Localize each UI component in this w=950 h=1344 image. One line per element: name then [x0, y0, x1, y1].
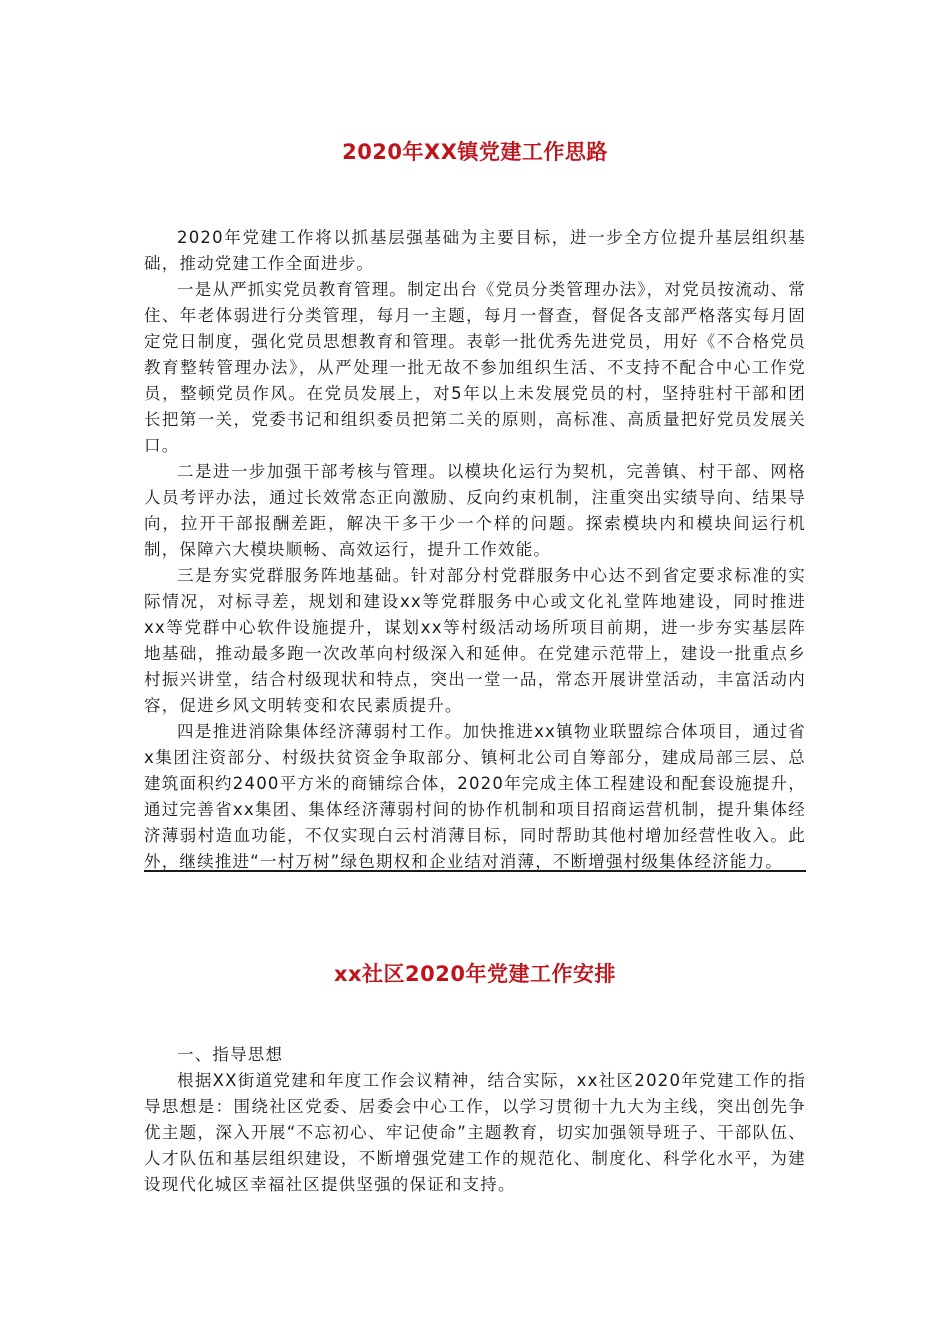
section2-paragraph-1: 根据XX街道党建和年度工作会议精神，结合实际，xx社区2020年党建工作的指导思想是：围绕社区党委、居委会中心工作，以学习贯彻十九大为主线，突出创先争优主题，深入开展“不忘初心、牢记使命”主题教育，切实加强领导班子、干部队伍、人才队伍和基层组织建设，不断增强党建工作的规范化、制度化、科学化水平，为建设现代化城区幸福社区提供坚强的保证和支持。 — [144, 1071, 806, 1194]
section1-paragraph-2: 二是进一步加强干部考核与管理。以模块化运行为契机，完善镇、村干部、网格人员考评办法，通过长效常态正向激励、反向约束机制，注重突出实绩导向、结果导向，拉开干部报酬差距，解决干多干少一个样的问题。探索模块内和模块间运行机制，保障六大模块顺畅、高效运行，提升工作效能。 — [144, 462, 806, 559]
section1-body — [144, 225, 806, 875]
section1-title: 2020年XX镇党建工作思路 — [342, 140, 608, 164]
section2-body — [144, 1042, 806, 1198]
section-divider — [144, 870, 806, 872]
section1-paragraph-intro: 2020年党建工作将以抓基层强基础为主要目标，进一步全方位提升基层组织基础，推动党建工作全面进步。 — [144, 228, 806, 273]
section2-title: xx社区2020年党建工作安排 — [333, 962, 617, 986]
section1-paragraph-3: 三是夯实党群服务阵地基础。针对部分村党群服务中心达不到省定要求标准的实际情况，对标寻差，规划和建设xx等党群服务中心或文化礼堂阵地建设，同时推进xx等党群中心软件设施提升，谋划xx等村级活动场所项目前期，进一步夯实基层阵地基础，推动最多跑一次改革向村级深入和延伸。在党建示范带上，建设一批重点乡村振兴讲堂，结合村级现状和特点，突出一堂一品，常态开展讲堂活动，丰富活动内容，促进乡风文明转变和农民素质提升。 — [144, 566, 806, 715]
section1-paragraph-1: 一是从严抓实党员教育管理。制定出台《党员分类管理办法》，对党员按流动、常住、年老体弱进行分类管理，每月一主题，每月一督查，督促各支部严格落实每月固定党日制度，强化党员思想教育和管理。表彰一批优秀先进党员，用好《不合格党员教育整转管理办法》，从严处理一批无故不参加组织生活、不支持不配合中心工作党员，整顿党员作风。在党员发展上，对5年以上未发展党员的村，坚持驻村干部和团长把第一关，党委书记和组织委员把第二关的原则，高标准、高质量把好党员发展关口。 — [144, 280, 806, 455]
section1-paragraph-4: 四是推进消除集体经济薄弱村工作。加快推进xx镇物业联盟综合体项目，通过省x集团注资部分、村级扶贫资金争取部分、镇柯北公司自筹部分，建成局部三层、总建筑面积约2400平方米的商铺综合体，2020年完成主体工程建设和配套设施提升，通过完善省xx集团、集体经济薄弱村间的协作机制和项目招商运营机制，提升集体经济薄弱村造血功能，不仅实现白云村消薄目标，同时帮助其他村增加经营性收入。此外，继续推进“一村万树”绿色期权和企业结对消薄，不断增强村级集体经济能力。 — [144, 722, 806, 871]
section2-heading-guiding-thought: 一、指导思想 — [177, 1045, 284, 1064]
